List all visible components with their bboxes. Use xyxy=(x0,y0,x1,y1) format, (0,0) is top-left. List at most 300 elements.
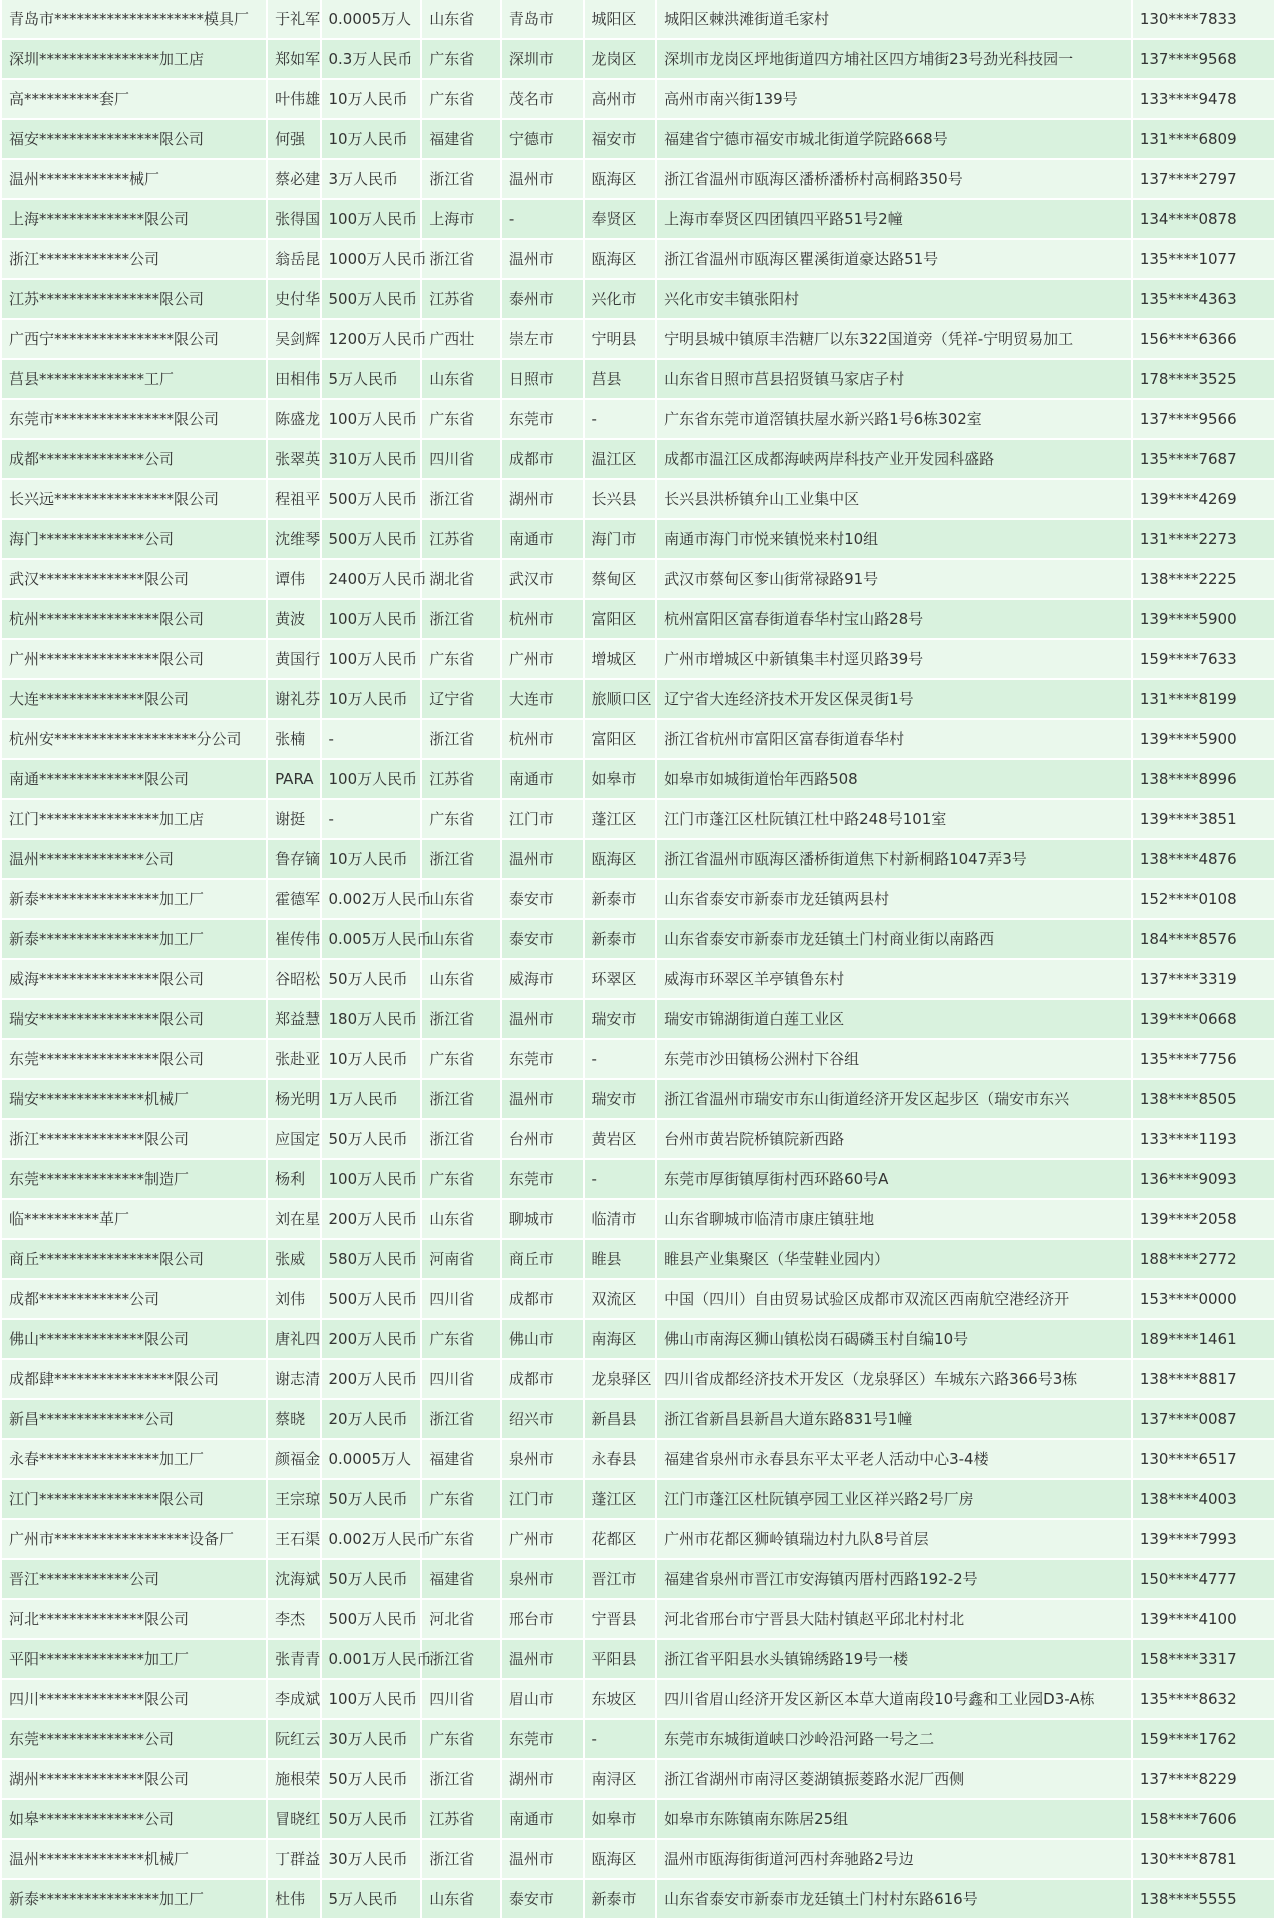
legal-representative-cell: 杜伟 xyxy=(268,1880,319,1918)
province-cell: 浙江省 xyxy=(422,1760,500,1798)
phone-cell: 159****1762 xyxy=(1133,1720,1274,1758)
phone-cell: 139****5900 xyxy=(1133,600,1274,638)
table-row xyxy=(2,40,1274,78)
table-row xyxy=(2,1760,1274,1798)
registered-capital-cell: 50万人民币 xyxy=(322,1120,421,1158)
province-cell: 山东省 xyxy=(422,960,500,998)
legal-representative-cell: 于礼军 xyxy=(268,0,319,38)
province-cell: 广西壮 xyxy=(422,320,500,358)
company-name-cell: 长兴远****************限公司 xyxy=(2,480,266,518)
city-cell: 温州市 xyxy=(502,160,583,198)
city-cell: 温州市 xyxy=(502,840,583,878)
district-cell: 长兴县 xyxy=(585,480,656,518)
province-cell: 广东省 xyxy=(422,1520,500,1558)
province-cell: 浙江省 xyxy=(422,600,500,638)
city-cell: - xyxy=(502,200,583,238)
phone-cell: 138****8996 xyxy=(1133,760,1274,798)
district-cell: 瑞安市 xyxy=(585,1000,656,1038)
district-cell: 新泰市 xyxy=(585,920,656,958)
address-cell: 四川省成都经济技术开发区（龙泉驿区）车城东六路366号3栋 xyxy=(657,1360,1131,1398)
company-name-cell: 四川**************限公司 xyxy=(2,1680,266,1718)
table-row xyxy=(2,200,1274,238)
phone-cell: 139****3851 xyxy=(1133,800,1274,838)
company-name-cell: 广西宁****************限公司 xyxy=(2,320,266,358)
address-cell: 城阳区棘洪滩街道毛家村 xyxy=(657,0,1131,38)
table-row xyxy=(2,160,1274,198)
registered-capital-cell: 0.005万人民币 xyxy=(322,920,421,958)
legal-representative-cell: 阮红云 xyxy=(268,1720,319,1758)
address-cell: 江门市蓬江区杜阮镇江杜中路248号101室 xyxy=(657,800,1131,838)
registered-capital-cell: 10万人民币 xyxy=(322,120,421,158)
table-row xyxy=(2,360,1274,398)
registered-capital-cell: 5万人民币 xyxy=(322,1880,421,1918)
province-cell: 浙江省 xyxy=(422,240,500,278)
phone-cell: 150****4777 xyxy=(1133,1560,1274,1598)
company-name-cell: 广州****************限公司 xyxy=(2,640,266,678)
table-row xyxy=(2,1600,1274,1638)
table-row xyxy=(2,560,1274,598)
registered-capital-cell: 0.002万人民币 xyxy=(322,880,421,918)
company-name-cell: 新泰****************加工厂 xyxy=(2,920,266,958)
address-cell: 杭州富阳区富春街道春华村宝山路28号 xyxy=(657,600,1131,638)
company-name-cell: 江苏****************限公司 xyxy=(2,280,266,318)
legal-representative-cell: 刘伟 xyxy=(268,1280,319,1318)
address-cell: 浙江省杭州市富阳区富春街道春华村 xyxy=(657,720,1131,758)
registered-capital-cell: 50万人民币 xyxy=(322,1800,421,1838)
registered-capital-cell: 20万人民币 xyxy=(322,1400,421,1438)
city-cell: 武汉市 xyxy=(502,560,583,598)
company-name-cell: 杭州****************限公司 xyxy=(2,600,266,638)
address-cell: 深圳市龙岗区坪地街道四方埔社区四方埔街23号劲光科技园一 xyxy=(657,40,1131,78)
city-cell: 泉州市 xyxy=(502,1440,583,1478)
province-cell: 山东省 xyxy=(422,920,500,958)
company-name-cell: 东莞市****************限公司 xyxy=(2,400,266,438)
district-cell: 富阳区 xyxy=(585,600,656,638)
phone-cell: 138****8817 xyxy=(1133,1360,1274,1398)
company-name-cell: 如皋**************公司 xyxy=(2,1800,266,1838)
district-cell: 龙泉驿区 xyxy=(585,1360,656,1398)
address-cell: 长兴县洪桥镇弁山工业集中区 xyxy=(657,480,1131,518)
legal-representative-cell: 蔡必建 xyxy=(268,160,319,198)
legal-representative-cell: 吴剑辉 xyxy=(268,320,319,358)
province-cell: 山东省 xyxy=(422,1200,500,1238)
district-cell: - xyxy=(585,1720,656,1758)
province-cell: 浙江省 xyxy=(422,1400,500,1438)
phone-cell: 137****2797 xyxy=(1133,160,1274,198)
district-cell: 瑞安市 xyxy=(585,1080,656,1118)
district-cell: 如皋市 xyxy=(585,760,656,798)
district-cell: 增城区 xyxy=(585,640,656,678)
table-row xyxy=(2,1400,1274,1438)
phone-cell: 188****2772 xyxy=(1133,1240,1274,1278)
phone-cell: 135****7687 xyxy=(1133,440,1274,478)
company-name-cell: 浙江************公司 xyxy=(2,240,266,278)
address-cell: 如皋市东陈镇南东陈居25组 xyxy=(657,1800,1131,1838)
city-cell: 江门市 xyxy=(502,1480,583,1518)
company-name-cell: 江门****************限公司 xyxy=(2,1480,266,1518)
city-cell: 眉山市 xyxy=(502,1680,583,1718)
district-cell: 永春县 xyxy=(585,1440,656,1478)
legal-representative-cell: 张得国 xyxy=(268,200,319,238)
city-cell: 南通市 xyxy=(502,760,583,798)
district-cell: 睢县 xyxy=(585,1240,656,1278)
registered-capital-cell: 500万人民币 xyxy=(322,1280,421,1318)
district-cell: 晋江市 xyxy=(585,1560,656,1598)
address-cell: 山东省泰安市新泰市龙廷镇土门村商业街以南路西 xyxy=(657,920,1131,958)
company-name-cell: 东莞**************制造厂 xyxy=(2,1160,266,1198)
company-name-cell: 江门****************加工店 xyxy=(2,800,266,838)
legal-representative-cell: 李杰 xyxy=(268,1600,319,1638)
phone-cell: 153****0000 xyxy=(1133,1280,1274,1318)
legal-representative-cell: 杨光明 xyxy=(268,1080,319,1118)
district-cell: 福安市 xyxy=(585,120,656,158)
city-cell: 邢台市 xyxy=(502,1600,583,1638)
address-cell: 威海市环翠区羊亭镇鲁东村 xyxy=(657,960,1131,998)
city-cell: 聊城市 xyxy=(502,1200,583,1238)
registered-capital-cell: 100万人民币 xyxy=(322,1680,421,1718)
registered-capital-cell: 100万人民币 xyxy=(322,200,421,238)
province-cell: 广东省 xyxy=(422,1480,500,1518)
city-cell: 东莞市 xyxy=(502,1040,583,1078)
province-cell: 浙江省 xyxy=(422,1080,500,1118)
district-cell: 瓯海区 xyxy=(585,840,656,878)
table-row xyxy=(2,800,1274,838)
district-cell: 新泰市 xyxy=(585,1880,656,1918)
company-name-cell: 温州**************机械厂 xyxy=(2,1840,266,1878)
phone-cell: 135****4363 xyxy=(1133,280,1274,318)
company-name-cell: 莒县**************工厂 xyxy=(2,360,266,398)
address-cell: 高州市南兴街139号 xyxy=(657,80,1131,118)
company-name-cell: 瑞安**************机械厂 xyxy=(2,1080,266,1118)
company-name-cell: 深圳****************加工店 xyxy=(2,40,266,78)
table-row xyxy=(2,760,1274,798)
registered-capital-cell: - xyxy=(322,720,421,758)
city-cell: 泰安市 xyxy=(502,1880,583,1918)
legal-representative-cell: 田相伟 xyxy=(268,360,319,398)
address-cell: 台州市黄岩院桥镇院新西路 xyxy=(657,1120,1131,1158)
phone-cell: 156****6366 xyxy=(1133,320,1274,358)
district-cell: 高州市 xyxy=(585,80,656,118)
table-row xyxy=(2,1480,1274,1518)
province-cell: 浙江省 xyxy=(422,720,500,758)
legal-representative-cell: 颜福金 xyxy=(268,1440,319,1478)
table-row xyxy=(2,1560,1274,1598)
table-row xyxy=(2,1200,1274,1238)
city-cell: 东莞市 xyxy=(502,1160,583,1198)
registered-capital-cell: 100万人民币 xyxy=(322,1160,421,1198)
address-cell: 广东省东莞市道滘镇扶屋水新兴路1号6栋302室 xyxy=(657,400,1131,438)
legal-representative-cell: PARA xyxy=(268,760,319,798)
city-cell: 威海市 xyxy=(502,960,583,998)
phone-cell: 138****5555 xyxy=(1133,1880,1274,1918)
city-cell: 温州市 xyxy=(502,1840,583,1878)
registered-capital-cell: 3万人民币 xyxy=(322,160,421,198)
city-cell: 茂名市 xyxy=(502,80,583,118)
address-cell: 山东省泰安市新泰市龙廷镇土门村村东路616号 xyxy=(657,1880,1131,1918)
registered-capital-cell: 30万人民币 xyxy=(322,1720,421,1758)
phone-cell: 135****7756 xyxy=(1133,1040,1274,1078)
address-cell: 福建省泉州市永春县东平太平老人活动中心3-4楼 xyxy=(657,1440,1131,1478)
table-row xyxy=(2,840,1274,878)
district-cell: - xyxy=(585,400,656,438)
company-name-cell: 河北**************限公司 xyxy=(2,1600,266,1638)
address-cell: 山东省日照市莒县招贤镇马家店子村 xyxy=(657,360,1131,398)
city-cell: 宁德市 xyxy=(502,120,583,158)
address-cell: 宁明县城中镇原丰浩糖厂以东322国道旁（凭祥-宁明贸易加工 xyxy=(657,320,1131,358)
legal-representative-cell: 张青青 xyxy=(268,1640,319,1678)
phone-cell: 139****5900 xyxy=(1133,720,1274,758)
province-cell: 福建省 xyxy=(422,1560,500,1598)
phone-cell: 184****8576 xyxy=(1133,920,1274,958)
legal-representative-cell: 谷昭松 xyxy=(268,960,319,998)
table-row xyxy=(2,400,1274,438)
phone-cell: 131****8199 xyxy=(1133,680,1274,718)
table-row xyxy=(2,480,1274,518)
table-row xyxy=(2,280,1274,318)
table-row xyxy=(2,1320,1274,1358)
registered-capital-cell: 100万人民币 xyxy=(322,640,421,678)
city-cell: 泰州市 xyxy=(502,280,583,318)
legal-representative-cell: 应国定 xyxy=(268,1120,319,1158)
company-name-cell: 新昌**************公司 xyxy=(2,1400,266,1438)
phone-cell: 135****1077 xyxy=(1133,240,1274,278)
legal-representative-cell: 何强 xyxy=(268,120,319,158)
district-cell: 瓯海区 xyxy=(585,1840,656,1878)
company-name-cell: 商丘****************限公司 xyxy=(2,1240,266,1278)
address-cell: 东莞市东城街道峡口沙岭沿河路一号之二 xyxy=(657,1720,1131,1758)
phone-cell: 134****0878 xyxy=(1133,200,1274,238)
registered-capital-cell: 500万人民币 xyxy=(322,1600,421,1638)
legal-representative-cell: 谢志清 xyxy=(268,1360,319,1398)
address-cell: 河北省邢台市宁晋县大陆村镇赵平邱北村村北 xyxy=(657,1600,1131,1638)
company-name-cell: 新泰****************加工厂 xyxy=(2,1880,266,1918)
table-row xyxy=(2,1880,1274,1918)
phone-cell: 137****3319 xyxy=(1133,960,1274,998)
registered-capital-cell: 0.0005万人 xyxy=(322,1440,421,1478)
table-row xyxy=(2,1720,1274,1758)
company-name-cell: 新泰****************加工厂 xyxy=(2,880,266,918)
city-cell: 泰安市 xyxy=(502,880,583,918)
province-cell: 江苏省 xyxy=(422,1800,500,1838)
city-cell: 湖州市 xyxy=(502,1760,583,1798)
city-cell: 日照市 xyxy=(502,360,583,398)
district-cell: 宁晋县 xyxy=(585,1600,656,1638)
district-cell: 蓬江区 xyxy=(585,1480,656,1518)
address-cell: 浙江省平阳县水头镇锦绣路19号一楼 xyxy=(657,1640,1131,1678)
table-row xyxy=(2,1680,1274,1718)
city-cell: 东莞市 xyxy=(502,1720,583,1758)
table-row xyxy=(2,640,1274,678)
company-name-cell: 温州**************公司 xyxy=(2,840,266,878)
company-name-cell: 杭州安*******************分公司 xyxy=(2,720,266,758)
phone-cell: 137****0087 xyxy=(1133,1400,1274,1438)
company-name-cell: 晋江************公司 xyxy=(2,1560,266,1598)
city-cell: 温州市 xyxy=(502,240,583,278)
company-name-cell: 青岛市********************模具厂 xyxy=(2,0,266,38)
district-cell: 瓯海区 xyxy=(585,160,656,198)
province-cell: 山东省 xyxy=(422,1880,500,1918)
province-cell: 山东省 xyxy=(422,360,500,398)
registered-capital-cell: 180万人民币 xyxy=(322,1000,421,1038)
company-name-cell: 广州市******************设备厂 xyxy=(2,1520,266,1558)
legal-representative-cell: 张楠 xyxy=(268,720,319,758)
registered-capital-cell: 0.002万人民币 xyxy=(322,1520,421,1558)
company-name-cell: 威海****************限公司 xyxy=(2,960,266,998)
district-cell: 蓬江区 xyxy=(585,800,656,838)
registered-capital-cell: 500万人民币 xyxy=(322,520,421,558)
city-cell: 商丘市 xyxy=(502,1240,583,1278)
address-cell: 如皋市如城街道怡年西路508 xyxy=(657,760,1131,798)
district-cell: 平阳县 xyxy=(585,1640,656,1678)
province-cell: 广东省 xyxy=(422,800,500,838)
company-name-cell: 浙江**************限公司 xyxy=(2,1120,266,1158)
phone-cell: 131****2273 xyxy=(1133,520,1274,558)
table-row xyxy=(2,240,1274,278)
registered-capital-cell: 1000万人民币 xyxy=(322,240,421,278)
city-cell: 大连市 xyxy=(502,680,583,718)
address-cell: 佛山市南海区狮山镇松岗石碣磷玉村自编10号 xyxy=(657,1320,1131,1358)
phone-cell: 139****4269 xyxy=(1133,480,1274,518)
company-name-cell: 佛山**************限公司 xyxy=(2,1320,266,1358)
company-name-cell: 平阳**************加工厂 xyxy=(2,1640,266,1678)
legal-representative-cell: 霍德军 xyxy=(268,880,319,918)
company-name-cell: 东莞****************限公司 xyxy=(2,1040,266,1078)
table-row xyxy=(2,1360,1274,1398)
legal-representative-cell: 刘在星 xyxy=(268,1200,319,1238)
address-cell: 浙江省温州市瓯海区潘桥街道焦下村新桐路1047弄3号 xyxy=(657,840,1131,878)
province-cell: 浙江省 xyxy=(422,1840,500,1878)
table-row xyxy=(2,1440,1274,1478)
table-row xyxy=(2,1240,1274,1278)
phone-cell: 139****0668 xyxy=(1133,1000,1274,1038)
city-cell: 温州市 xyxy=(502,1640,583,1678)
registered-capital-cell: 0.3万人民币 xyxy=(322,40,421,78)
table-row xyxy=(2,80,1274,118)
district-cell: 富阳区 xyxy=(585,720,656,758)
registered-capital-cell: 580万人民币 xyxy=(322,1240,421,1278)
legal-representative-cell: 史付华 xyxy=(268,280,319,318)
table-row xyxy=(2,960,1274,998)
company-name-cell: 成都**************公司 xyxy=(2,440,266,478)
table-row xyxy=(2,1160,1274,1198)
legal-representative-cell: 施根荣 xyxy=(268,1760,319,1798)
city-cell: 东莞市 xyxy=(502,400,583,438)
province-cell: 浙江省 xyxy=(422,1120,500,1158)
city-cell: 广州市 xyxy=(502,640,583,678)
registered-capital-cell: 100万人民币 xyxy=(322,400,421,438)
address-cell: 上海市奉贤区四团镇四平路51号2幢 xyxy=(657,200,1131,238)
registered-capital-cell: 0.001万人民币 xyxy=(322,1640,421,1678)
city-cell: 杭州市 xyxy=(502,720,583,758)
city-cell: 崇左市 xyxy=(502,320,583,358)
phone-cell: 138****4003 xyxy=(1133,1480,1274,1518)
address-cell: 浙江省温州市瓯海区潘桥潘桥村高桐路350号 xyxy=(657,160,1131,198)
phone-cell: 178****3525 xyxy=(1133,360,1274,398)
district-cell: 海门市 xyxy=(585,520,656,558)
phone-cell: 159****7633 xyxy=(1133,640,1274,678)
registered-capital-cell: 500万人民币 xyxy=(322,480,421,518)
legal-representative-cell: 张翠英 xyxy=(268,440,319,478)
district-cell: - xyxy=(585,1160,656,1198)
phone-cell: 131****6809 xyxy=(1133,120,1274,158)
phone-cell: 135****8632 xyxy=(1133,1680,1274,1718)
table-row xyxy=(2,320,1274,358)
table-row xyxy=(2,1120,1274,1158)
legal-representative-cell: 叶伟雄 xyxy=(268,80,319,118)
phone-cell: 139****7993 xyxy=(1133,1520,1274,1558)
address-cell: 山东省聊城市临清市康庄镇驻地 xyxy=(657,1200,1131,1238)
district-cell: 黄岩区 xyxy=(585,1120,656,1158)
district-cell: - xyxy=(585,1040,656,1078)
registered-capital-cell: 10万人民币 xyxy=(322,680,421,718)
address-cell: 瑞安市锦湖街道白莲工业区 xyxy=(657,1000,1131,1038)
city-cell: 温州市 xyxy=(502,1080,583,1118)
district-cell: 南海区 xyxy=(585,1320,656,1358)
registered-capital-cell: 50万人民币 xyxy=(322,1480,421,1518)
registered-capital-cell: 10万人民币 xyxy=(322,1040,421,1078)
phone-cell: 138****8505 xyxy=(1133,1080,1274,1118)
registered-capital-cell: 100万人民币 xyxy=(322,760,421,798)
registered-capital-cell: 10万人民币 xyxy=(322,80,421,118)
address-cell: 东莞市厚街镇厚街村西环路60号A xyxy=(657,1160,1131,1198)
city-cell: 江门市 xyxy=(502,800,583,838)
district-cell: 新泰市 xyxy=(585,880,656,918)
province-cell: 四川省 xyxy=(422,1680,500,1718)
address-cell: 武汉市蔡甸区奓山街常禄路91号 xyxy=(657,560,1131,598)
company-name-cell: 上海**************限公司 xyxy=(2,200,266,238)
province-cell: 广东省 xyxy=(422,1160,500,1198)
city-cell: 成都市 xyxy=(502,1280,583,1318)
city-cell: 湖州市 xyxy=(502,480,583,518)
city-cell: 成都市 xyxy=(502,440,583,478)
table-row xyxy=(2,1640,1274,1678)
province-cell: 江苏省 xyxy=(422,280,500,318)
city-cell: 泰安市 xyxy=(502,920,583,958)
district-cell: 临清市 xyxy=(585,1200,656,1238)
address-cell: 福建省宁德市福安市城北街道学院路668号 xyxy=(657,120,1131,158)
address-cell: 兴化市安丰镇张阳村 xyxy=(657,280,1131,318)
legal-representative-cell: 程祖平 xyxy=(268,480,319,518)
address-cell: 广州市花都区狮岭镇瑞边村九队8号首层 xyxy=(657,1520,1131,1558)
legal-representative-cell: 陈盛龙 xyxy=(268,400,319,438)
province-cell: 四川省 xyxy=(422,1280,500,1318)
province-cell: 浙江省 xyxy=(422,1000,500,1038)
company-name-cell: 瑞安****************限公司 xyxy=(2,1000,266,1038)
province-cell: 山东省 xyxy=(422,0,500,38)
province-cell: 浙江省 xyxy=(422,160,500,198)
registered-capital-cell: 10万人民币 xyxy=(322,840,421,878)
phone-cell: 139****4100 xyxy=(1133,1600,1274,1638)
company-name-cell: 大连**************限公司 xyxy=(2,680,266,718)
table-row xyxy=(2,920,1274,958)
phone-cell: 130****7833 xyxy=(1133,0,1274,38)
legal-representative-cell: 蔡晓 xyxy=(268,1400,319,1438)
phone-cell: 189****1461 xyxy=(1133,1320,1274,1358)
table-row xyxy=(2,520,1274,558)
company-name-cell: 东莞**************公司 xyxy=(2,1720,266,1758)
district-cell: 奉贤区 xyxy=(585,200,656,238)
city-cell: 绍兴市 xyxy=(502,1400,583,1438)
phone-cell: 137****9568 xyxy=(1133,40,1274,78)
legal-representative-cell: 翁岳昆 xyxy=(268,240,319,278)
registered-capital-cell: 310万人民币 xyxy=(322,440,421,478)
province-cell: 江苏省 xyxy=(422,760,500,798)
district-cell: 宁明县 xyxy=(585,320,656,358)
table-row xyxy=(2,600,1274,638)
province-cell: 浙江省 xyxy=(422,1640,500,1678)
table-row xyxy=(2,440,1274,478)
city-cell: 广州市 xyxy=(502,1520,583,1558)
